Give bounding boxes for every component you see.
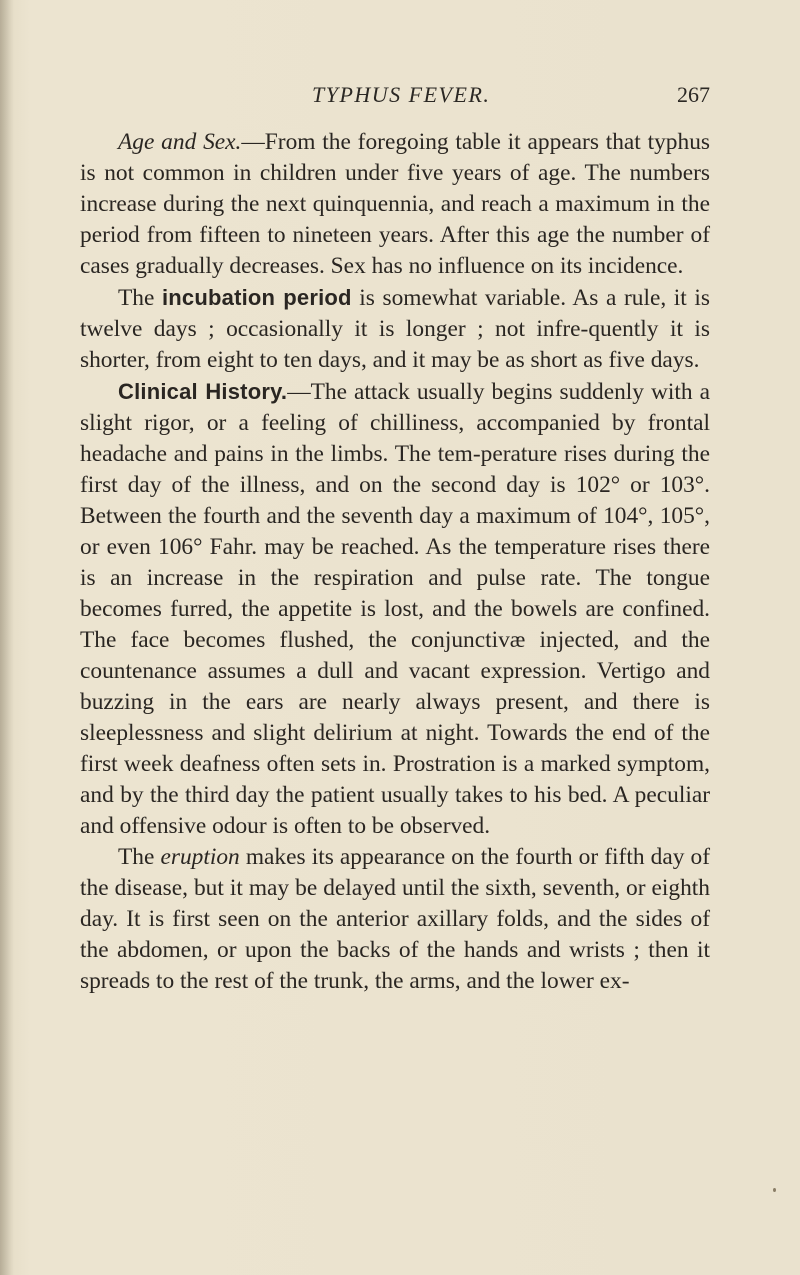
paragraph-text: makes its appearance on the fourth or fifth day of the disease, but it may be delayed until the sixth, seventh, or eighth day. It is first seen on the anterior axillary folds, and the sides of the abdomen, or upon the backs of the hands and wrists ; then it spreads to the rest of the trunk, the arms, and the lower ex- [80, 844, 710, 994]
paragraph-eruption [80, 842, 710, 997]
paragraph-text: is somewhat variable. As a rule, it is twelve days ; occasionally it is longer ; not infre-quently it is shorter, from eight to ten days, and it may be as short as five days. [80, 285, 711, 373]
em-eruption: eruption [160, 844, 240, 870]
heading-clinical-history: Clinical History. [118, 379, 288, 404]
body-text [80, 127, 710, 997]
paper-speck [773, 1188, 776, 1192]
running-head: TYPHUS FEVER. [312, 82, 491, 107]
page-header [80, 80, 710, 116]
paragraph-age-and-sex [80, 127, 710, 282]
paragraph-clinical-history [80, 376, 710, 842]
paragraph-pre: The [118, 844, 161, 870]
page-number: 267 [677, 82, 710, 107]
heading-incubation-period: incubation period [161, 285, 352, 310]
paragraph-incubation [80, 282, 710, 376]
paragraph-pre: The [118, 285, 162, 311]
lead-age-and-sex: Age and Sex. [118, 129, 242, 155]
gutter-shadow [0, 0, 14, 1275]
paragraph-text: —The attack usually begins suddenly with a slight rigor, or a feeling of chilliness, accompanied by frontal headache and pains in the limbs. The tem-perature rises during the first day of the illness, and on the second day is 102° or 103°. Between the fourth and the seventh day a maximum of 104°, 105°, or even 106° Fahr. may be reached. As the temperature rises there is an increase in the respiration and pulse rate. The tongue becomes furred, the appetite is lost, and the bowels are confined. The face becomes flushed, the conjunctivæ injected, and the countenance assumes a dull and vacant expression. Vertigo and buzzing in the ears are nearly always present, and there is sleeplessness and slight delirium at night. Towards the end of the first week deafness often sets in. Prostration is a marked symptom, and by the third day the patient usually takes to his bed. A peculiar and offensive odour is often to be observed. [80, 379, 710, 839]
paragraph-text: —From the foregoing table it appears that typhus is not common in children under five years of age. The numbers increase during the next quinquennia, and reach a maximum in the period from fifteen to nineteen years. After this age the number of cases gradually decreases. Sex has no influence on its incidence. [80, 129, 710, 279]
